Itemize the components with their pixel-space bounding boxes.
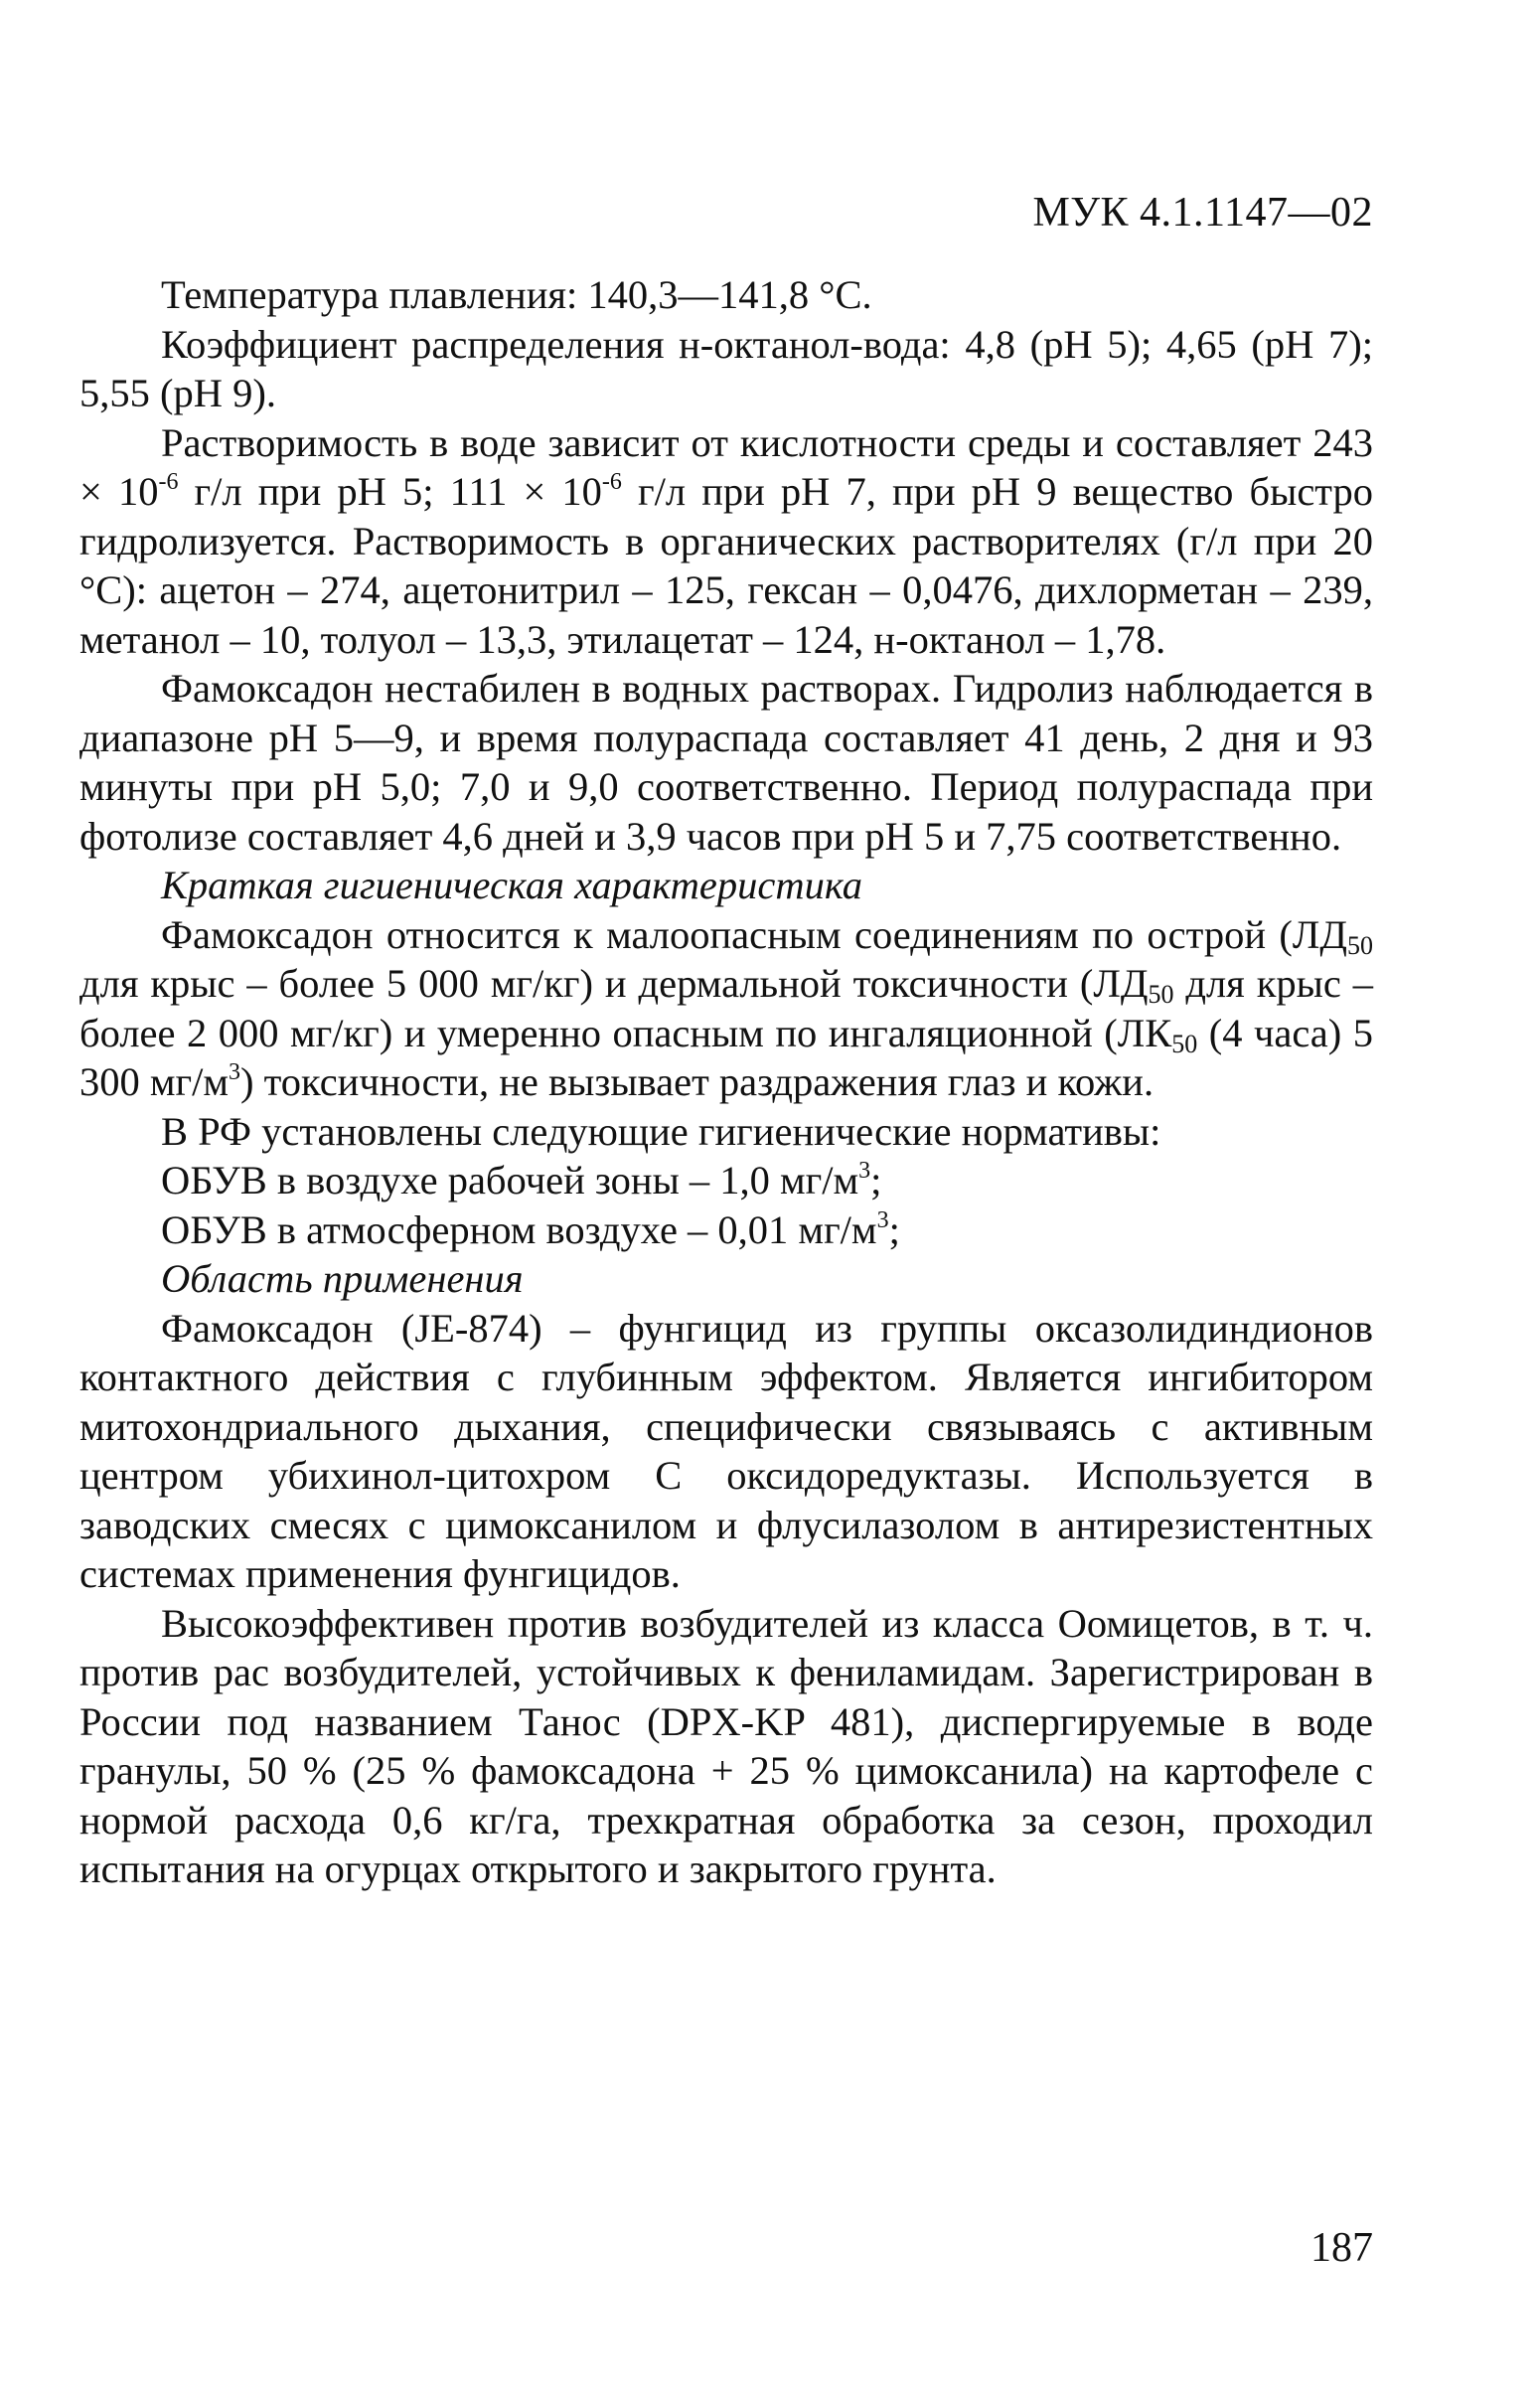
page-number: 187 [1310,2225,1373,2271]
solubility-paragraph [79,418,1373,665]
document-body [79,270,1373,1894]
obuv-work-zone-end: ; [870,1158,882,1202]
toxicity-text-3: для крыс – более 2 000 мг/кг) и умеренно опасным по ингаляционной (ЛК [79,961,1373,1055]
fungicide-description-paragraph: Фамоксадон (JE-874) – фунгицид из группы оксазолидиндионов контактного действия с глубинным эффектом. Является ингибитором митохондриального дыхания, специфически связываясь с активным центром убихинол-цитохром С оксидоредуктазы. Используется в заводских смесях с цимоксанилом и флусилазолом в антирезистентных системах применения фунгицидов. [79,1305,1373,1596]
obuv-atmosphere-text: ОБУВ в атмосферном воздухе – 0,01 мг/м [161,1206,877,1252]
toxicity-text-1: Фамоксадон относится к малоопасным соединениям по острой (ЛД [161,911,1347,957]
toxicity-subscript-3: 50 [1171,1029,1198,1058]
application-section-heading: Область применения [161,1256,524,1301]
solubility-text-1: Растворимость в воде зависит от кислотности среды и составляет 243 × 10 [79,419,1373,514]
solubility-text-2: г/л при рН 5; 111 × 10 [178,469,602,514]
solubility-exponent-1: -6 [158,469,179,495]
hygiene-section-heading: Краткая гигиеническая характеристика [161,863,863,907]
obuv-atmosphere-sup: 3 [876,1206,889,1233]
toxicity-paragraph [79,910,1373,1107]
document-code-header: МУК 4.1.1147—02 [1032,190,1373,236]
obuv-work-zone-sup: 3 [858,1158,871,1184]
toxicity-text-5: ) токсичности, не вызывает раздражения глаз и кожи. [240,1059,1155,1104]
melting-point-paragraph: Температура плавления: 140,3—141,8 °С. [161,272,872,317]
toxicity-text-4: (4 часа) 5 300 мг/м [79,1010,1373,1104]
obuv-work-zone-text: ОБУВ в воздухе рабочей зоны – 1,0 мг/м [161,1158,859,1202]
solubility-text-3: г/л при рН 7, при рН 9 вещество быстро гидролизуется. Растворимость в органических растворителях (г/л при 20 °С): ацетон – 274, ацетонитрил – 125, гексан – 0,0476, дихлорметан – 239, метанол – 10, толуол – 13,3, этилацетат – 124, н-октанол – 1,78. [79,469,1374,662]
partition-coefficient-paragraph: Коэффициент распределения н-октанол-вода: 4,8 (рН 5); 4,65 (рН 7); 5,55 (рН 9). [79,321,1373,415]
solubility-exponent-2: -6 [601,469,622,495]
toxicity-text-2: для крыс – более 5 000 мг/кг) и дермальной токсичности (ЛД [79,961,1149,1006]
norms-intro-paragraph: В РФ установлены следующие гигиенические нормативы: [161,1108,1161,1154]
obuv-atmosphere-end: ; [888,1206,900,1252]
toxicity-subscript-2: 50 [1148,980,1174,1009]
obuv-work-zone-line [79,1156,1373,1205]
efficacy-paragraph: Высокоэффективен против возбудителей из класса Оомицетов, в т. ч. против рас возбудителей, устойчивых к фениламидам. Зарегистрирован в России под названием Танос (DPX-KP 481), диспергируемые в воде гранулы, 50 % (25 % фамоксадона + 25 % цимоксанила) на картофеле с нормой расхода 0,6 кг/га, трехкратная обработка за сезон, проходил испытания на огурцах открытого и закрытого грунта. [79,1600,1373,1891]
stability-paragraph: Фамоксадон нестабилен в водных растворах. Гидролиз наблюдается в диапазоне рН 5—9, и время полураспада составляет 41 день, 2 дня и 93 минуты при рН 5,0; 7,0 и 9,0 соответственно. Период полураспада при фотолизе составляет 4,6 дней и 3,9 часов при рН 5 и 7,75 соответственно. [79,666,1373,859]
toxicity-superscript: 3 [229,1059,240,1085]
obuv-atmosphere-line [79,1205,1373,1255]
toxicity-subscript-1: 50 [1347,930,1373,960]
